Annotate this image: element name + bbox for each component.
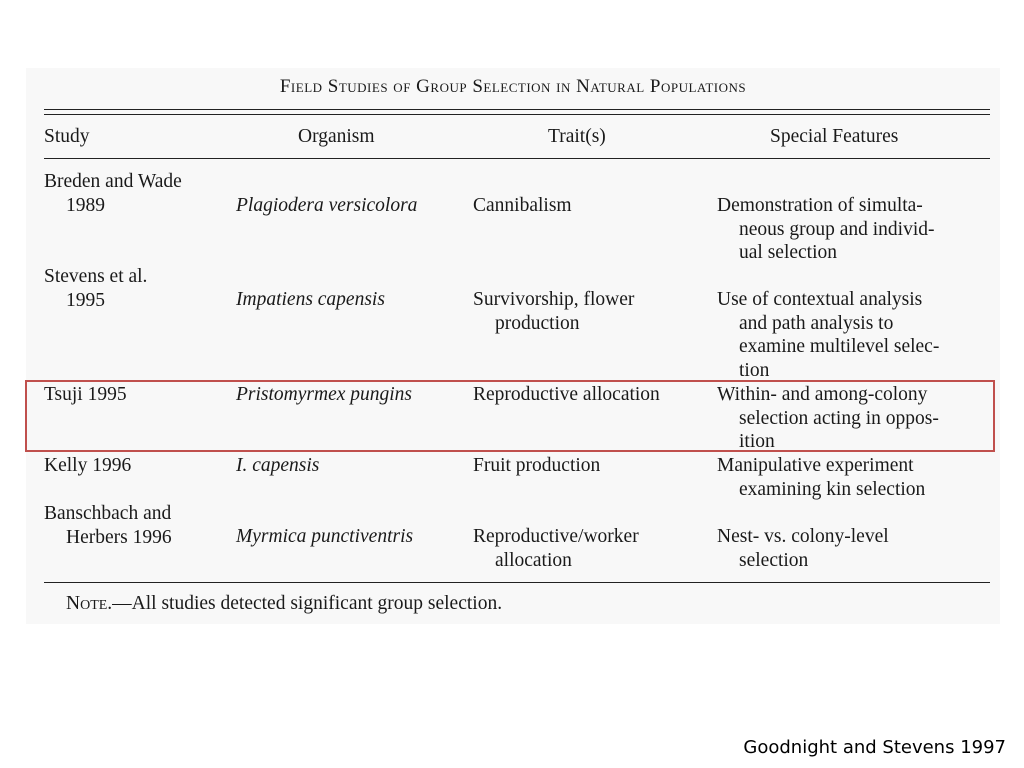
organism-cell: Pristomyrmex pungins — [236, 384, 413, 405]
features-cell — [717, 525, 889, 572]
header-traits: Trait(s) — [548, 126, 606, 147]
traits-line1: Reproductive allocation — [473, 384, 660, 405]
study-name-line1: Kelly 1996 — [44, 455, 132, 476]
organism-cell: I. capensis — [236, 455, 320, 476]
organism-cell: Impatiens capensis — [236, 289, 385, 310]
features-cell — [717, 194, 935, 265]
traits-cell — [473, 525, 639, 572]
note-label: Note. — [66, 593, 113, 614]
header-rule — [44, 158, 990, 159]
study-name-line2: Herbers 1996 — [66, 526, 172, 548]
features-line2: neous group and individ- — [739, 218, 935, 240]
features-line1: Demonstration of simulta- — [717, 195, 923, 216]
features-line1: Within- and among-colony — [717, 384, 928, 405]
top-rule-lower — [44, 114, 990, 115]
organism-cell: Plagiodera versicolora — [236, 195, 418, 216]
traits-line2: allocation — [495, 549, 572, 571]
top-rule-upper — [44, 109, 990, 110]
study-name-line1: Tsuji 1995 — [44, 384, 127, 405]
highlight-box — [25, 380, 995, 452]
citation: Goodnight and Stevens 1997 — [743, 737, 1006, 758]
study-name-line2: 1989 — [66, 194, 105, 216]
note-text: —All studies detected significant group selection. — [112, 593, 503, 614]
table-row-study — [44, 502, 172, 549]
header-special-features: Special Features — [770, 126, 899, 147]
features-line1: Manipulative experiment — [717, 455, 914, 476]
table-title: Field Studies of Group Selection in Natural Populations — [279, 76, 747, 97]
features-line1: Nest- vs. colony-level — [717, 526, 889, 547]
study-name-line1: Banschbach and — [44, 503, 172, 524]
traits-line1: Cannibalism — [473, 195, 572, 216]
features-line2: and path analysis to — [739, 312, 894, 334]
traits-cell — [473, 454, 600, 478]
header-organism: Organism — [298, 126, 375, 147]
features-line3: examine multilevel selec- — [739, 336, 940, 357]
table-note — [66, 593, 502, 615]
features-line1: Use of contextual analysis — [717, 289, 923, 310]
features-line4: tion — [739, 359, 770, 381]
study-name-line1: Stevens et al. — [44, 266, 148, 287]
organism-cell: Myrmica punctiventris — [236, 526, 414, 547]
features-cell — [717, 454, 925, 501]
table-row-study — [44, 170, 182, 217]
features-line3: ual selection — [739, 242, 838, 263]
features-cell — [717, 288, 939, 382]
traits-line2: production — [495, 312, 580, 334]
table-row-study — [44, 265, 147, 312]
table-figure — [26, 68, 1000, 624]
table-row-study — [44, 454, 131, 478]
features-line3: ition — [739, 431, 775, 452]
traits-line1: Reproductive/worker — [473, 526, 639, 547]
study-name-line2: 1995 — [66, 289, 105, 311]
traits-line1: Survivorship, flower — [473, 289, 635, 310]
features-line2: selection acting in oppos- — [739, 407, 939, 429]
traits-line1: Fruit production — [473, 455, 601, 476]
features-line2: examining kin selection — [739, 478, 926, 500]
features-line2: selection — [739, 549, 809, 571]
study-name-line1: Breden and Wade — [44, 171, 182, 192]
traits-cell — [473, 194, 572, 218]
header-study: Study — [44, 126, 90, 147]
traits-cell — [473, 288, 634, 335]
bottom-rule — [44, 582, 990, 583]
